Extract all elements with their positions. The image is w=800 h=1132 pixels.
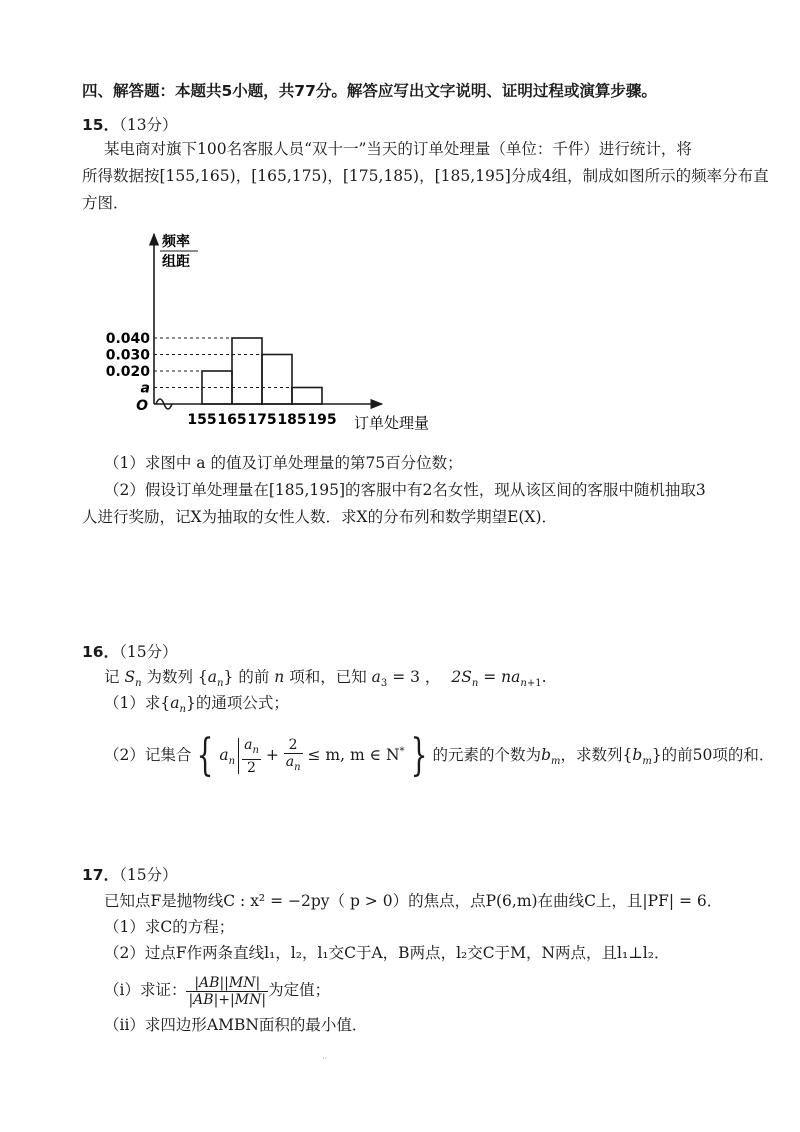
histogram-bar	[292, 388, 322, 405]
x-tick-label: 175	[247, 412, 277, 428]
q15-intro-line2: 所得数据按[155,165)，[165,175)，[175,185)，[185,195]分成4组，制成如图所示的频率分布直	[82, 167, 769, 185]
q16-points: （15分）	[119, 643, 178, 661]
q17-part-i-post: 为定值；	[268, 981, 331, 999]
q17-points: （15分）	[119, 866, 178, 884]
q17-part-i-pre: （i）求证：	[104, 981, 187, 999]
q16-stem-pre: 记	[104, 668, 120, 686]
q16-part1-post: 的通项公式；	[195, 694, 289, 712]
origin-label: O	[136, 398, 148, 414]
q15-points: （13分）	[119, 116, 178, 134]
q15-part2-line1: （2）假设订单处理量在[185,195]的客服中有2名女性，现从该区间的客服中随机抽取3	[104, 481, 706, 499]
q16-stem-eq3: = na	[483, 668, 521, 686]
q16-stem-eq1: = 3 ，	[392, 668, 441, 686]
q16-stem-eq2: 2S	[451, 668, 472, 686]
q17-part-i-num: |AB||MN|	[194, 974, 261, 991]
x-tick-label: 155	[187, 412, 217, 428]
x-tick-label: 165	[217, 412, 247, 428]
q17-header	[82, 864, 178, 886]
ylabel-bottom: 组距	[162, 254, 190, 270]
scan-speck: ··	[322, 1054, 328, 1063]
ylabel-top: 频率	[162, 234, 190, 250]
y-tick-label: 0.030	[105, 347, 150, 364]
q16-part1: （1）求$\{a_n\}$的通项公式；	[104, 694, 289, 716]
frequency-histogram	[96, 226, 456, 438]
x-tick-label: 195	[307, 412, 337, 428]
q16-stem-b: 的前	[238, 668, 270, 686]
q15-header	[82, 114, 178, 136]
q16-part2: （2）记集合 { $a_n$ $\frac{a_n}{2}$ + $\frac{2}{a_n}$ ≤ m, m ∈ N* } 的元素的个数为$b_m$，求数列$\{b_m\}$的前50项的和．	[104, 730, 775, 782]
q15-number: 15．	[82, 116, 120, 134]
q15-intro-line3: 方图．	[82, 194, 129, 212]
q16-part2-pre: （2）记集合	[104, 746, 192, 765]
q16-part1-pre: （1）求	[104, 694, 161, 712]
q16-number: 16．	[82, 643, 120, 661]
q16-part2-cond: ≤ m, m ∈ N	[307, 746, 400, 765]
q17-number: 17．	[82, 866, 120, 884]
y-tick-label: 0.020	[105, 364, 150, 380]
y-tick-label: 0.040	[105, 331, 150, 347]
histogram-bar	[232, 338, 262, 404]
q17-part-i	[104, 970, 330, 1010]
q17-part-ii: （ii）求四边形AMBN面积的最小值．	[104, 1016, 368, 1034]
q16-header	[82, 641, 178, 663]
section-title: 四、解答题：本题共5小题，共77分。解答应写出文字说明、证明过程或演算步骤。	[82, 82, 657, 100]
q16-stem: 记 $S_n$ 为数列 $\{a_n\}$ 的前 n 项和，已知 $a_3 = 3$ ， $2S_n = na_{n+1}$.	[104, 668, 547, 690]
q16-part2-post3: 的前50项的和．	[661, 746, 775, 765]
q16-stem-a: 为数列	[146, 668, 193, 686]
q15-part2-line2: 人进行奖励，记X为抽取的女性人数．求X的分布列和数学期望E(X)．	[82, 508, 558, 526]
q16-stem-c: 项和，已知	[289, 668, 367, 686]
q16-part2-post: 的元素的个数为	[432, 746, 542, 765]
q17-stem: 已知点F是抛物线C : x² = −2py（ p > 0）的焦点，点P(6,m)在曲线C上，且|PF| = 6．	[104, 892, 723, 910]
q17-part2: （2）过点F作两条直线l₁，l₂，l₁交C于A，B两点，l₂交C于M，N两点，且l₁⊥l₂．	[104, 944, 670, 962]
x-tick-label: 185	[277, 412, 307, 428]
q16-part2-post2: ，求数列	[560, 746, 623, 765]
q17-part-i-den: |AB|+|MN|	[188, 991, 267, 1008]
histogram-bar	[262, 355, 292, 405]
q17-part1: （1）求C的方程；	[104, 918, 235, 936]
y-tick-label: a	[140, 380, 150, 397]
q15-intro-line1: 某电商对旗下100名客服人员“双十一”当天的订单处理量（单位：千件）进行统计，将	[104, 140, 692, 158]
q15-part1: （1）求图中 a 的值及订单处理量的第75百分位数；	[104, 454, 463, 472]
xlabel: 订单处理量	[354, 414, 430, 432]
